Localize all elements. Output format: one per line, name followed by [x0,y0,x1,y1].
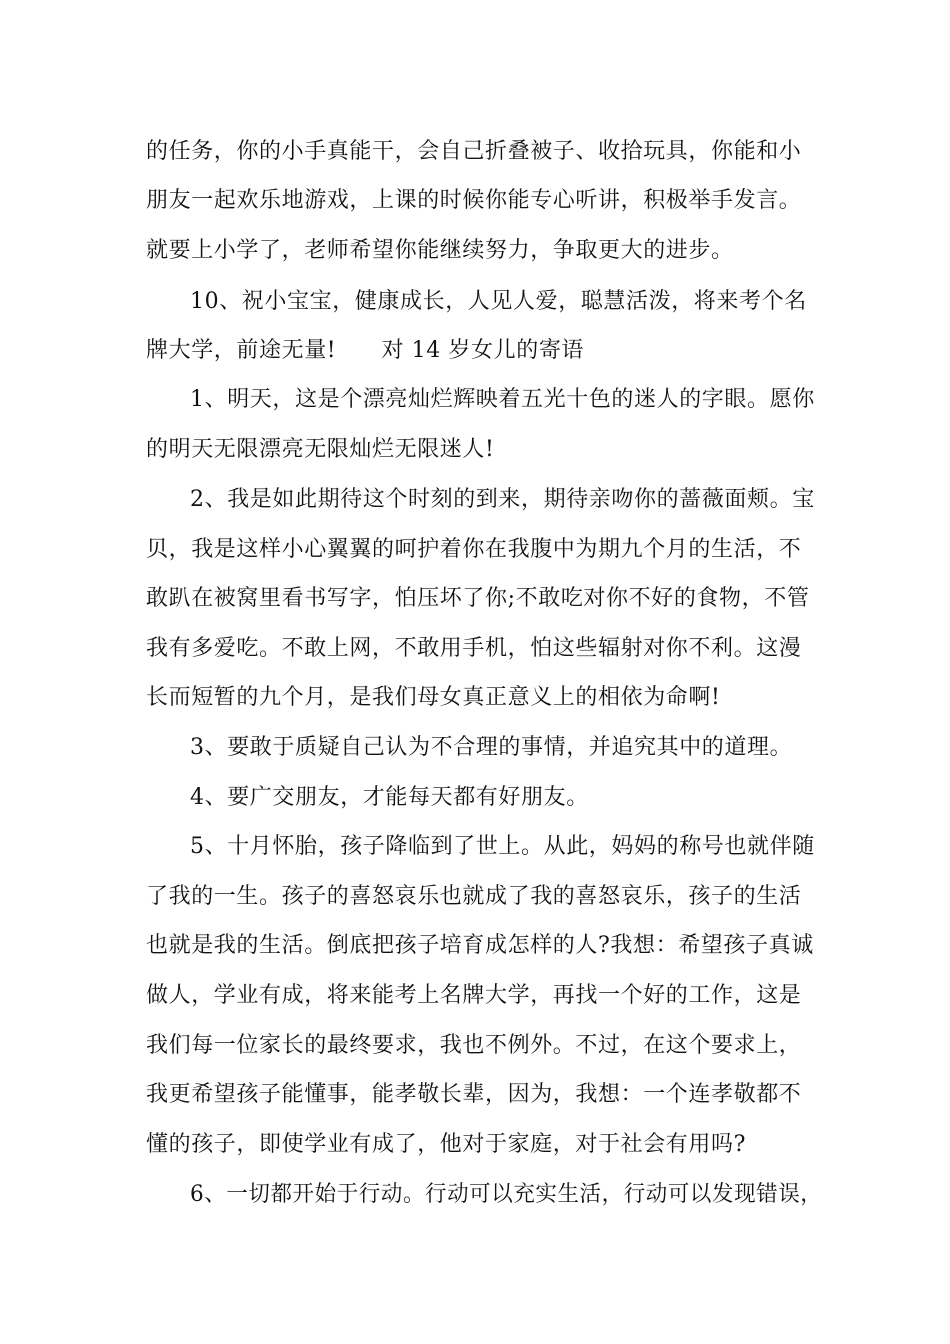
text-line: 长而短暂的九个月，是我们母女真正意义上的相依为命啊! [146,685,721,710]
text-line: 贝，我是这样小心翼翼的呵护着你在我腹中为期九个月的生活，不 [146,537,802,562]
text-line: 5、十月怀胎，孩子降临到了世上。从此，妈妈的称号也就伴随 [190,834,815,859]
text-line: 也就是我的生活。倒底把孩子培育成怎样的人?我想：希望孩子真诚 [146,933,814,958]
text-line: 懂的孩子，即使学业有成了，他对于家庭，对于社会有用吗? [146,1132,746,1157]
text-line: 2、我是如此期待这个时刻的到来，期待亲吻你的蔷薇面颊。宝 [190,487,815,512]
text-line: 朋友一起欢乐地游戏，上课的时候你能专心听讲，积极举手发言。 [146,188,802,213]
text-line: 做人，学业有成，将来能考上名牌大学，再找一个好的工作，这是 [146,983,802,1008]
text-line: 我有多爱吃。不敢上网，不敢用手机，怕这些辐射对你不利。这漫 [146,636,802,661]
text-line: 了我的一生。孩子的喜怒哀乐也就成了我的喜怒哀乐，孩子的生活 [146,884,802,909]
text-line: 3、要敢于质疑自己认为不合理的事情，并追究其中的道理。 [190,735,793,760]
text-line: 的明天无限漂亮无限灿烂无限迷人! [146,437,495,462]
text-line: 牌大学，前途无量! 对 14 岁女儿的寄语 [146,338,585,363]
text-line: 敢趴在被窝里看书写字，怕压坏了你;不敢吃对你不好的食物，不管 [146,586,810,611]
text-line: 的任务，你的小手真能干，会自己折叠被子、收拾玩具，你能和小 [146,139,802,164]
text-line: 我更希望孩子能懂事，能孝敬长辈，因为，我想：一个连孝敬都不 [146,1082,802,1107]
text-line: 10、祝小宝宝，健康成长，人见人爱，聪慧活泼，将来考个名 [190,289,807,314]
text-line: 4、要广交朋友，才能每天都有好朋友。 [190,785,589,810]
text-line: 就要上小学了，老师希望你能继续努力，争取更大的进步。 [146,238,734,263]
text-line: 6、一切都开始于行动。行动可以充实生活，行动可以发现错误， [190,1182,823,1207]
text-line: 我们每一位家长的最终要求，我也不例外。不过，在这个要求上， [146,1033,802,1058]
text-line: 1、明天，这是个漂亮灿烂辉映着五光十色的迷人的字眼。愿你 [190,387,815,412]
